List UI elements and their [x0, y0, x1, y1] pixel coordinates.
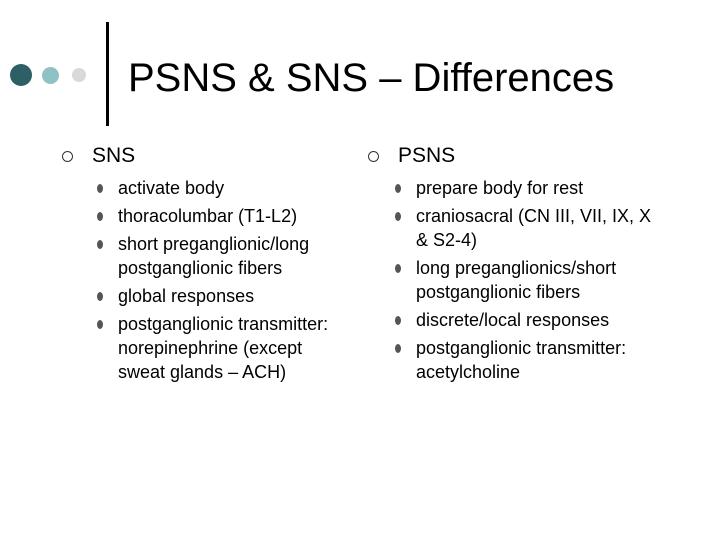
list-item-text: prepare body for rest	[416, 178, 584, 198]
list-item	[97, 204, 352, 228]
sns-heading: SNS	[92, 144, 136, 167]
list-item	[97, 312, 352, 384]
dot-mid-icon	[42, 67, 59, 84]
sns-column	[62, 144, 352, 388]
sns-heading-row	[62, 144, 352, 168]
list-item-text: discrete/local responses	[416, 310, 610, 330]
bullet-icon	[395, 316, 401, 325]
sns-list	[62, 176, 352, 384]
list-item	[395, 308, 668, 332]
bullet-icon	[97, 240, 103, 249]
psns-heading: PSNS	[398, 144, 456, 167]
list-item-text: postganglionic transmitter: acetylcholine	[416, 338, 627, 382]
dot-light-icon	[72, 68, 86, 82]
psns-list	[368, 176, 668, 384]
ring-bullet-icon	[62, 151, 73, 162]
ring-bullet-icon	[368, 151, 379, 162]
bullet-icon	[97, 320, 103, 329]
bullet-icon	[395, 212, 401, 221]
bullet-icon	[97, 292, 103, 301]
list-item-text: activate body	[118, 178, 225, 198]
list-item	[97, 176, 352, 200]
list-item-text: craniosacral (CN III, VII, IX, X & S2-4)	[416, 206, 652, 250]
bullet-icon	[395, 184, 401, 193]
list-item-text: postganglionic transmitter: norepinephrine (except sweat glands – ACH)	[118, 314, 329, 382]
psns-column	[368, 144, 668, 388]
psns-heading-row	[368, 144, 668, 168]
bullet-icon	[395, 264, 401, 273]
decorative-dots	[0, 62, 110, 88]
list-item	[97, 232, 352, 280]
list-item	[395, 176, 668, 200]
slide-title: PSNS & SNS – Differences	[128, 56, 615, 100]
list-item	[395, 336, 668, 384]
list-item	[97, 284, 352, 308]
list-item-text: long preganglionics/short postganglionic fibers	[416, 258, 617, 302]
list-item	[395, 204, 668, 252]
list-item-text: thoracolumbar (T1-L2)	[118, 206, 298, 226]
title-divider	[106, 22, 109, 126]
list-item-text: short preganglionic/long postganglionic fibers	[118, 234, 310, 278]
list-item-text: global responses	[118, 286, 255, 306]
bullet-icon	[97, 184, 103, 193]
list-item	[395, 256, 668, 304]
bullet-icon	[97, 212, 103, 221]
bullet-icon	[395, 344, 401, 353]
dot-dark-icon	[10, 64, 32, 86]
